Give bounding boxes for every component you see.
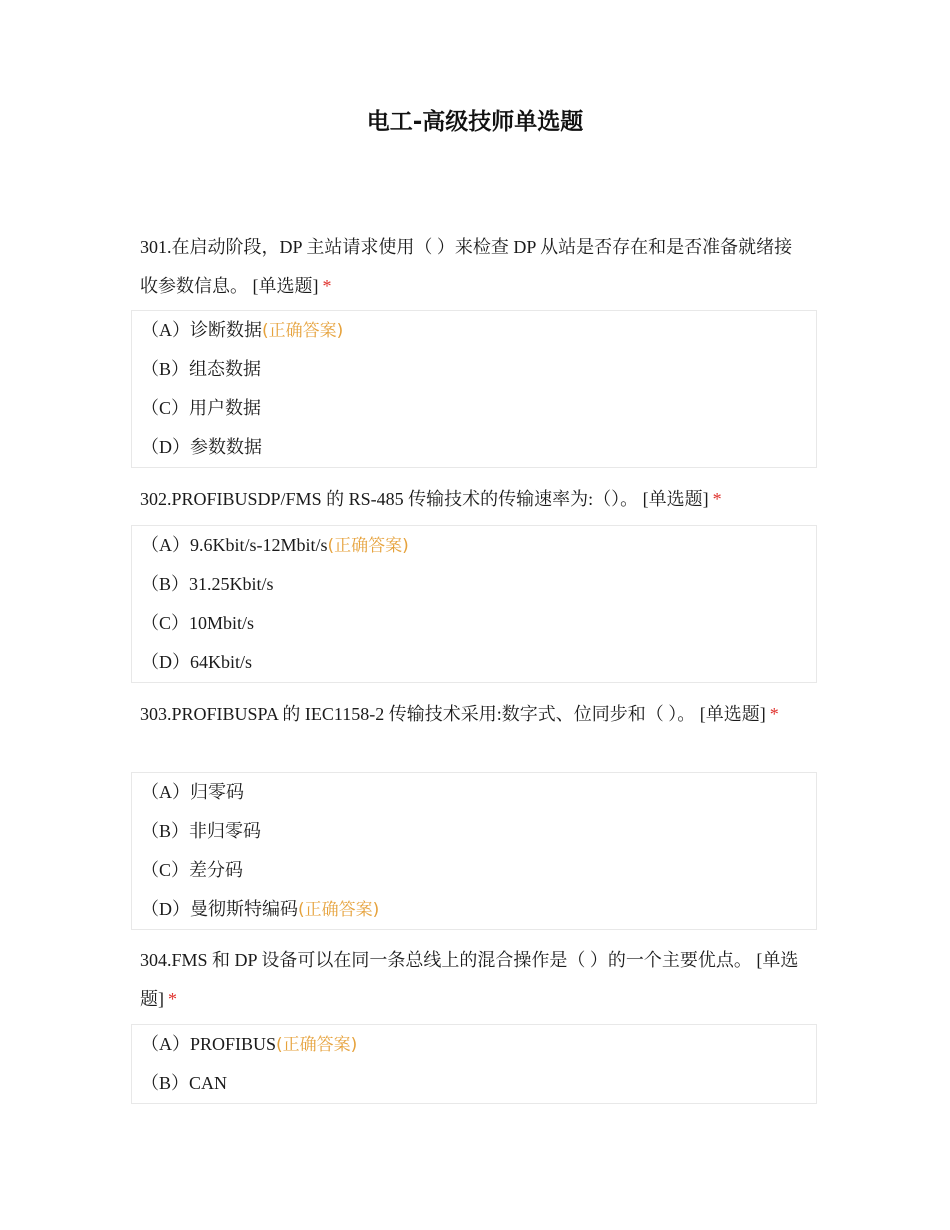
required-mark: *	[168, 988, 177, 1009]
option-b[interactable]	[132, 1064, 816, 1103]
option-d[interactable]	[132, 643, 816, 682]
option-label: （B）非归零码	[141, 821, 262, 841]
option-a[interactable]	[132, 526, 816, 565]
option-label: （B）31.25Kbit/s	[141, 574, 274, 594]
option-label: （C）10Mbit/s	[141, 613, 255, 633]
option-c[interactable]	[132, 389, 816, 428]
question-type-label: [单选题]	[699, 704, 766, 724]
correct-answer-mark: (正确答案)	[298, 900, 380, 920]
correct-answer-mark: (正确答案)	[327, 536, 409, 556]
question-stem: 302.PROFIBUSDP/FMS 的 RS-485 传输技术的传输速率为:（）。	[140, 489, 639, 509]
option-label: （D）曼彻斯特编码	[141, 899, 298, 919]
option-c[interactable]	[132, 604, 816, 643]
required-mark: *	[712, 489, 722, 509]
option-label: （A）PROFIBUS	[141, 1034, 277, 1054]
option-a[interactable]	[132, 1025, 816, 1064]
option-a[interactable]	[132, 773, 816, 812]
required-mark: *	[769, 704, 779, 724]
option-label: （A）归零码	[141, 782, 244, 802]
question-text	[140, 695, 810, 734]
option-label: （A）9.6Kbit/s-12Mbit/s	[141, 535, 328, 555]
option-label: （B）CAN	[141, 1073, 228, 1093]
option-d[interactable]	[132, 890, 816, 929]
option-a[interactable]	[132, 311, 816, 350]
correct-answer-mark: (正确答案)	[262, 321, 344, 341]
option-b[interactable]	[132, 565, 816, 604]
question-type-label: [单选题]	[642, 489, 709, 509]
option-label: （B）组态数据	[141, 359, 262, 379]
question-text	[140, 480, 810, 519]
option-box	[131, 525, 817, 683]
option-b[interactable]	[132, 350, 816, 389]
correct-answer-mark: (正确答案)	[276, 1035, 358, 1055]
question-stem: 304.FMS 和 DP 设备可以在同一条总线上的混合操作是（ ）的一个主要优点。	[140, 950, 752, 970]
option-label: （C）差分码	[141, 860, 244, 880]
option-d[interactable]	[132, 428, 816, 467]
question-text	[140, 941, 810, 1018]
option-c[interactable]	[132, 851, 816, 890]
option-b[interactable]	[132, 812, 816, 851]
option-box	[131, 1024, 817, 1104]
page-title: 电工-高级技师单选题	[366, 109, 584, 135]
question-type-label: [单选题]	[140, 950, 799, 1009]
question-stem: 301.在启动阶段，DP 主站请求使用（ ）来检查 DP 从站是否存在和是否准备就绪接收参数信息。	[140, 237, 793, 296]
option-box	[131, 772, 817, 930]
option-label: （D）参数数据	[141, 437, 262, 457]
question-text	[140, 228, 810, 305]
option-label: （A）诊断数据	[141, 320, 262, 340]
option-label: （D）64Kbit/s	[141, 652, 253, 672]
question-stem: 303.PROFIBUSPA 的 IEC1158-2 传输技术采用:数字式、位同步和（ ）。	[140, 704, 696, 724]
option-label: （C）用户数据	[141, 398, 262, 418]
option-box	[131, 310, 817, 468]
required-mark: *	[322, 275, 332, 296]
question-type-label: [单选题]	[252, 275, 319, 296]
